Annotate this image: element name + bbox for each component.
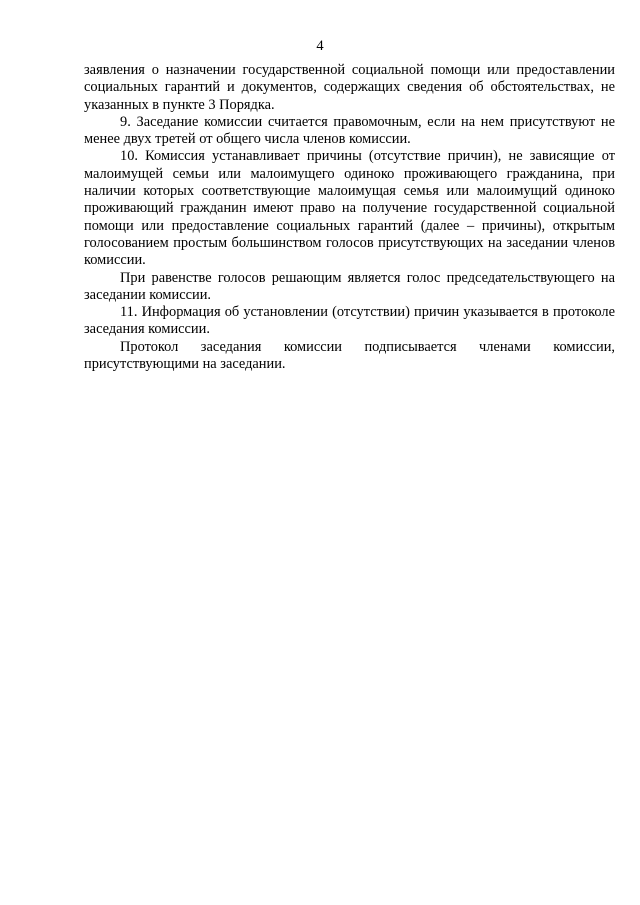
paragraph-tie-vote: При равенстве голосов решающим является голос председательствующего на заседании комиссии. (84, 269, 615, 303)
paragraph-protocol-signing: Протокол заседания комиссии подписывается членами комиссии, присутствующими на заседании. (84, 338, 615, 373)
paragraph-continuation: заявления о назначении государственной социальной помощи или предоставлении социальных гарантий и документов, содержащих сведения об обстоятельствах, не указанных в пункте 3 Порядка. (84, 62, 615, 113)
paragraph-item-10: 10. Комиссия устанавливает причины (отсутствие причин), не зависящие от малоимущей семьи или малоимущего одиноко проживающего гражданина, при наличии которых соответствующие малоимущая семья или малоимущий одиноко проживающий гражданин имеют право на получение государственной социальной помощи или предоставление социальных гарантий (далее – причины), открытым голосованием простым большинством голосов присутствующих на заседании членов комиссии. (84, 148, 615, 269)
paragraph-item-11: 11. Информация об установлении (отсутствии) причин указывается в протоколе заседания комиссии. (84, 304, 615, 338)
document-body (84, 62, 615, 373)
paragraph-item-9: 9. Заседание комиссии считается правомочным, если на нем присутствуют не менее двух третей от общего числа членов комиссии. (84, 113, 615, 148)
page-number: 4 (316, 38, 324, 54)
